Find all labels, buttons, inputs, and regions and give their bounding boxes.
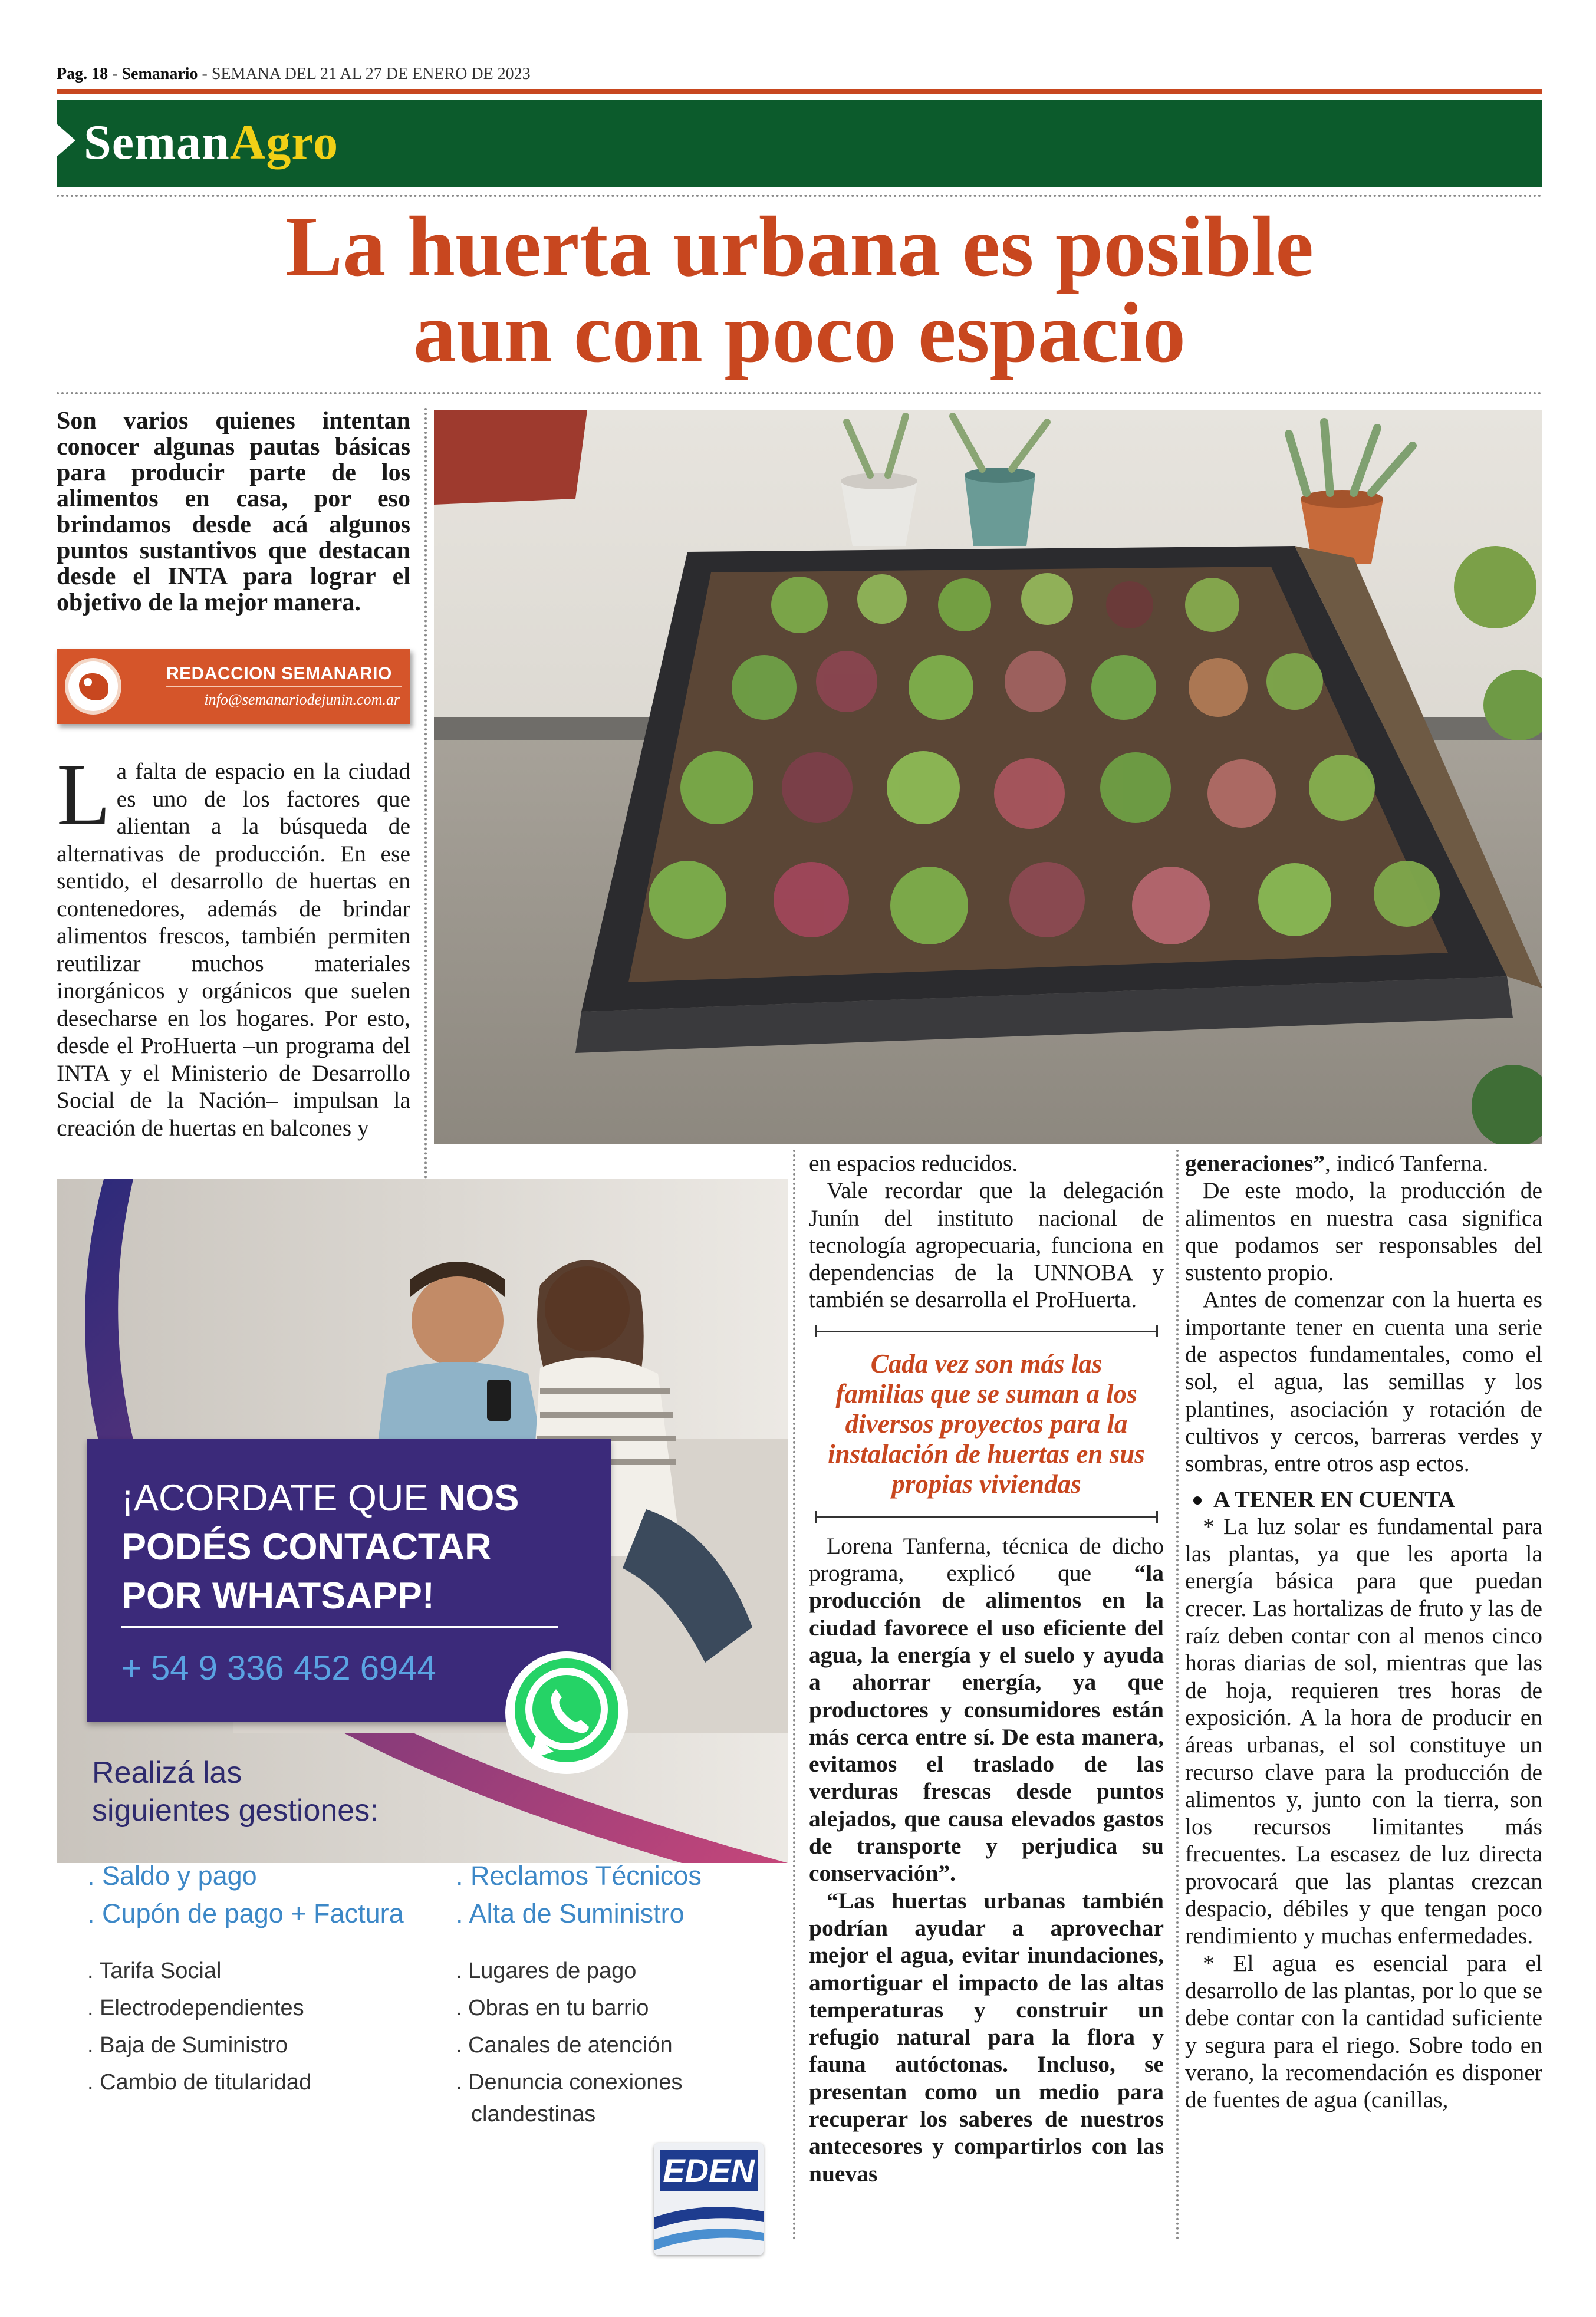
service-item: . Denuncia conexiones [456, 2070, 683, 2095]
service-item: . Baja de Suministro [87, 2033, 288, 2058]
page-header-line: Pag. 18 - Semanario - SEMANA DEL 21 AL 27 DE ENERO DE 2023 [57, 65, 531, 83]
service-item: . Obras en tu barrio [456, 1996, 649, 2020]
article-paragraph: * El agua es esencial para el desarrollo de las plantas, por lo que se debe contar con la cantidad suficiente y segura para el riego. Sobre todo en verano, la recomendación es disponer de fuentes de agua (canillas, [1185, 1950, 1542, 2113]
byline-rule [166, 686, 402, 687]
service-item: . Tarifa Social [87, 1959, 222, 1983]
article-paragraph: Lorena Tanferna, técnica de dicho programa, explicó que “la producción de alimentos en la ciudad favorece el uso eficiente del agua, la energía y el suelo y ayuda a ahorrar energía, ya que productores y consumidores están más cerca entre sí. De esta manera, evitamos el traslado de las verduras frescas desde puntos alejados, que causa elevados gastos de transporte y perjudica su conservación”. [809, 1532, 1164, 1887]
column-divider [793, 1150, 795, 2240]
article-paragraph: De este modo, la producción de alimentos en nuestra casa significa que podamos ser responsables del sustento propio. [1185, 1177, 1542, 1286]
article-headline: La huerta urbana es posible aun con poco espacio [285, 199, 1314, 380]
bullet-icon [1193, 1496, 1202, 1505]
author-byline [57, 649, 410, 724]
article-paragraph: en espacios reducidos. [809, 1150, 1018, 1176]
services-list-right [456, 1857, 786, 2127]
service-item: . Reclamos Técnicos [456, 1861, 702, 1891]
garden-photo [434, 410, 1542, 1144]
column-divider [424, 408, 427, 1179]
header-rule [57, 89, 1542, 94]
callout-headline: ¡ACORDATE QUE NOS PODÉS CONTACTAR POR WHATSAPP! [121, 1477, 519, 1617]
services-list-left [87, 1857, 441, 2101]
publication-name: Semanario [121, 65, 198, 83]
services-heading: Realizá las siguientes gestiones: [92, 1756, 379, 1828]
article-paragraph: generaciones”, indicó Tanferna. [1185, 1150, 1489, 1176]
issue-week: SEMANA DEL 21 AL 27 DE ENERO DE 2023 [211, 65, 531, 83]
banner-notch [57, 124, 75, 157]
service-item: . Alta de Suministro [456, 1898, 685, 1928]
article-paragraph: Antes de comenzar con la huerta es importante tener en cuenta una serie de aspectos fundamentales, como el sol, el agua, las semillas y los plantines, asociación y rotación de cultivos y cercos, barreras verdes y sombras, entre otros asp ectos. [1185, 1286, 1542, 1477]
rooster-logo [65, 658, 121, 715]
byline-name: REDACCION SEMANARIO [166, 664, 392, 683]
pull-quote-text: Cada vez son más las familias que se suman a los diversos proyectos para la instalación de huertas en sus propias viviendas [828, 1348, 1145, 1499]
drop-cap: L [57, 746, 111, 844]
eden-advertisement [57, 1179, 788, 2299]
column-divider [1176, 1150, 1179, 2240]
article-paragraph: “Las huertas urbanas también podrían ayudar a aprovechar mejor el agua, evitar inundaciones, amortiguar el impacto de las altas temperaturas y construir un refugio natural para la flora y fauna autóctonas. Incluso, se presentan como un medio para recuperar los saberes de nuestros antecesores y compartirlos con las nuevas [809, 1887, 1164, 2187]
article-column-middle [809, 1150, 1164, 2187]
service-item: clandestinas [471, 2102, 596, 2127]
dotted-divider [57, 392, 1542, 394]
pull-quote [809, 1325, 1164, 1523]
service-item: . Canales de atención [456, 2033, 673, 2058]
section-name: SemanAgro [84, 115, 339, 170]
article-lead: Son varios quienes intentan conocer algunas pautas básicas para producir parte de los alimentos en casa, por eso brindamos desde acá algunos puntos sustantivos que destacan desde el INTA para lograr el objetivo de la mejor manera. [57, 407, 410, 616]
article-paragraph: * La luz solar es fundamental para las plantas, ya que les aporta la energía básica para que puedan crecer. Las hortalizas de fruto y las de raíz deben contar con al menos cinco horas diarias de sol, mientras que las de hoja, requieren tres horas de exposición. A la hora de producir en áreas urbanas, el sol constituye un recurso clave para la producción de alimentos y, junto con la tierra, son los recursos limitantes más frecuentes. La escasez de luz directa provocará que las plantas crezcan despacio, débiles y que tengan poco rendimiento y muchas enfermedades. [1185, 1513, 1542, 1949]
article-column-right [1185, 1150, 1542, 2113]
section-banner [57, 100, 1542, 187]
whatsapp-number: + 54 9 336 452 6944 [121, 1649, 436, 1687]
callout-rule [121, 1626, 558, 1628]
whatsapp-icon [502, 1648, 631, 1778]
article-body-start: L a falta de espacio en la ciudad es uno de los factores que alientan a la búsqueda de alternativas de producción. En ese sentido, el desarrollo de huertas en contenedores, además de brindar alimentos frescos, también permiten reutilizar muchos materiales inorgánicos y orgánicos que suelen desecharse en los hogares. Por esto, desde el ProHuerta –un programa del INTA y el Ministerio de Desarrollo Social de la Nación– impulsan la creación de huertas en balcones y [57, 746, 410, 1141]
service-item: . Lugares de pago [456, 1959, 637, 1983]
dotted-divider [57, 195, 1542, 197]
article-paragraph: Vale recordar que la delegación Junín del instituto nacional de tecnología agropecuaria, funciona en dependencias de la UNNOBA y también se desarrolla el ProHuerta. [809, 1177, 1164, 1313]
service-item: . Saldo y pago [87, 1861, 257, 1891]
byline-email: info@semanariodejunin.com.ar [204, 691, 400, 708]
article-subheading: A TENER EN CUENTA [1185, 1486, 1542, 1513]
eden-logo: EDEN [654, 2143, 764, 2255]
page-number: Pag. 18 [57, 65, 108, 83]
service-item: . Electrodependientes [87, 1996, 304, 2020]
service-item: . Cupón de pago + Factura [87, 1898, 404, 1928]
service-item: . Cambio de titularidad [87, 2070, 312, 2095]
